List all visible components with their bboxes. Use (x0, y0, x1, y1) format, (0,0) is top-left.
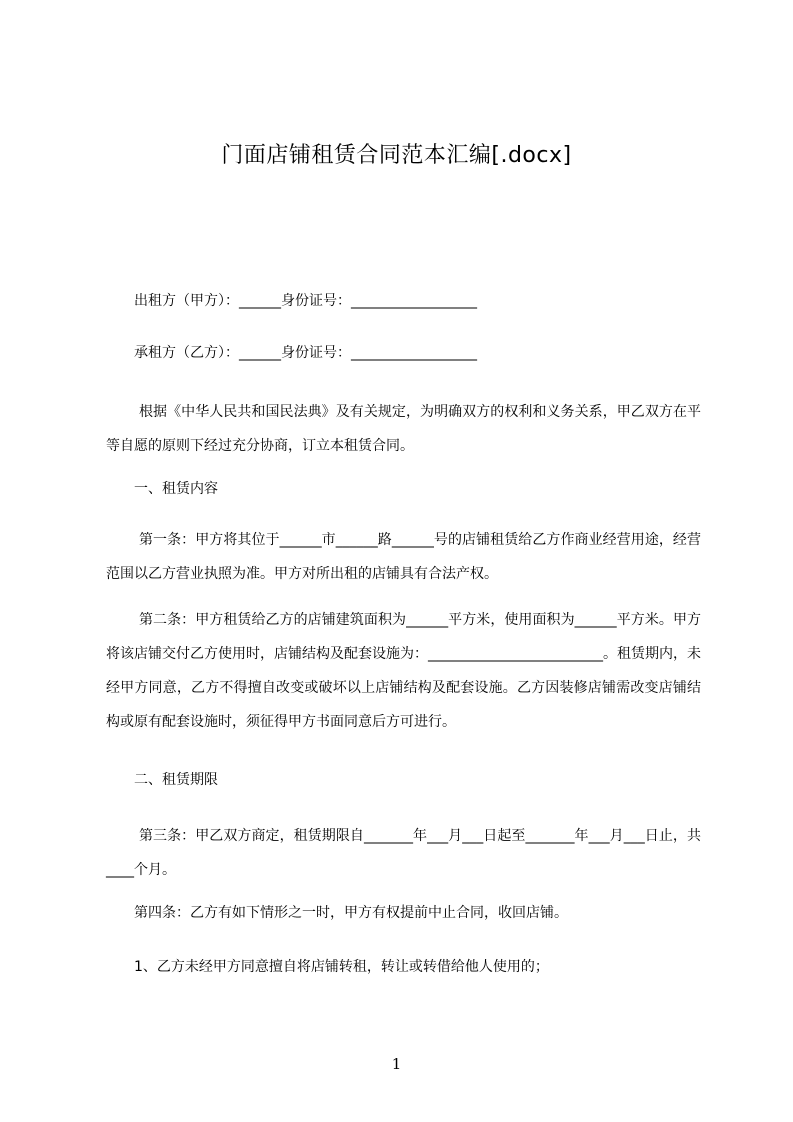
article-1-paragraph: 第一条：甲方将其位于______市______路______号的店铺租赁给乙方作商业经营用途，经营范围以乙方营业执照为准。甲方对所出租的店铺具有合法产权。 (106, 532, 701, 582)
article-2-paragraph: 第二条：甲方租赁给乙方的店铺建筑面积为______平方米，使用面积为______平方米。甲方将该店铺交付乙方使用时，店铺结构及配套设施为：_________________________。租赁期内，未经甲方同意，乙方不得擅自改变或破坏以上店铺结构及配套设施。乙方因装修店铺需改变店铺结构或原有配套设施时，须征得甲方书面同意后方可进行。 (106, 612, 701, 730)
article-4-paragraph: 第四条：乙方有如下情形之一时，甲方有权提前中止合同，收回店铺。 (134, 905, 568, 921)
page-number: 1 (391, 1055, 402, 1073)
section-heading-lease-term: 二、租赁期限 (134, 772, 218, 788)
list-item-1: 1、乙方未经甲方同意擅自将店铺转租，转让或转借给他人使用的； (134, 959, 549, 975)
section-heading-lease-content: 一、租赁内容 (134, 481, 218, 497)
lessee-line: 承租方（乙方）：______身份证号：__________________ (134, 345, 477, 361)
article-3-paragraph: 第三条：甲乙双方商定，租赁期限自_______年___月___日起至_______年___月___日止，共____个月。 (106, 828, 701, 878)
page-title: 门面店铺租赁合同范本汇编[.docx] (221, 143, 572, 168)
lessor-line: 出租方（甲方）：______身份证号：__________________ (134, 293, 477, 309)
preamble-paragraph: 根据《中华人民共和国民法典》及有关规定，为明确双方的权利和义务关系，甲乙双方在平等自愿的原则下经过充分协商，订立本租赁合同。 (106, 404, 701, 454)
